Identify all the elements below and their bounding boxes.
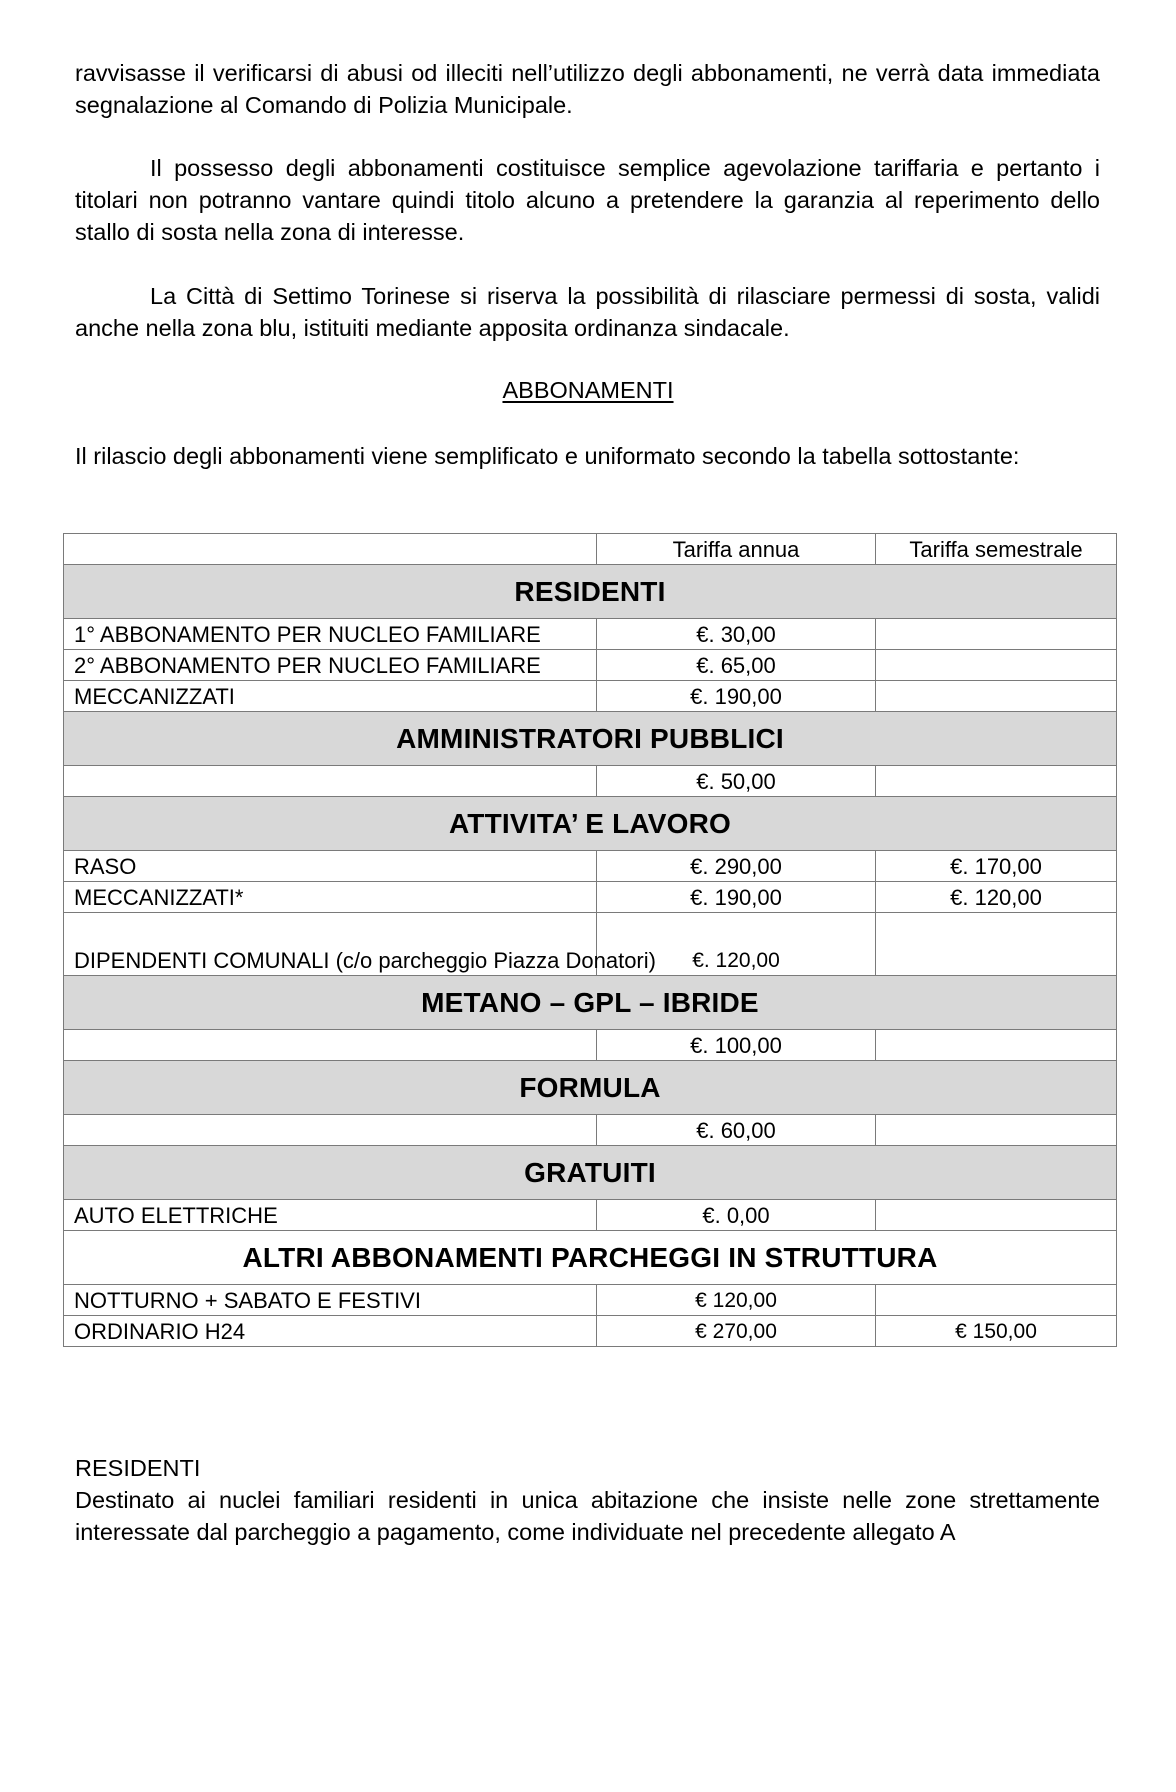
row-annua: €. 190,00 — [597, 681, 876, 712]
row-semestrale — [876, 1115, 1117, 1146]
section-title: FORMULA — [64, 1061, 1117, 1115]
table-row — [64, 1200, 1117, 1231]
table-row — [64, 619, 1117, 650]
section-title: ATTIVITA’ E LAVORO — [64, 797, 1117, 851]
footer-residenti-block — [75, 1452, 1100, 1548]
paragraph-possesso: Il possesso degli abbonamenti costituisce semplice agevolazione tariffaria e pertanto i titolari non potranno vantare quindi titolo alcuno a pretendere la garanzia al reperimento dello stallo di sosta nella zona di interesse. — [75, 155, 1100, 245]
section-row-parcheggi-struttura — [64, 1231, 1117, 1285]
row-label: 1° ABBONAMENTO PER NUCLEO FAMILIARE — [64, 619, 597, 650]
row-label: AUTO ELETTRICHE — [64, 1200, 597, 1231]
row-label: DIPENDENTI COMUNALI (c/o parcheggio Piazza Donatori) — [64, 913, 597, 976]
paragraph-citta: La Città di Settimo Torinese si riserva la possibilità di rilasciare permessi di sosta, validi anche nella zona blu, istituiti mediante apposita ordinanza sindacale. — [75, 283, 1100, 341]
row-label: RASO — [64, 851, 597, 882]
section-title: ALTRI ABBONAMENTI PARCHEGGI IN STRUTTURA — [64, 1231, 1117, 1285]
section-heading-abbonamenti — [0, 374, 1176, 406]
row-label — [64, 1115, 597, 1146]
row-label: 2° ABBONAMENTO PER NUCLEO FAMILIARE — [64, 650, 597, 681]
row-label: ORDINARIO H24 — [64, 1316, 597, 1347]
table-row — [64, 766, 1117, 797]
row-semestrale: €. 170,00 — [876, 851, 1117, 882]
section-title: GRATUITI — [64, 1146, 1117, 1200]
heading-text: ABBONAMENTI — [502, 377, 674, 403]
row-label — [64, 1030, 597, 1061]
row-semestrale: €. 120,00 — [876, 882, 1117, 913]
row-annua: €. 0,00 — [597, 1200, 876, 1231]
row-annua: €. 50,00 — [597, 766, 876, 797]
row-semestrale — [876, 650, 1117, 681]
row-semestrale — [876, 681, 1117, 712]
row-label: MECCANIZZATI — [64, 681, 597, 712]
table-row — [64, 1316, 1117, 1347]
section-row-gratuiti — [64, 1146, 1117, 1200]
table-row — [64, 851, 1117, 882]
table-row — [64, 1285, 1117, 1316]
row-semestrale — [876, 1200, 1117, 1231]
header-tariffa-annua: Tariffa annua — [597, 534, 876, 565]
section-row-formula — [64, 1061, 1117, 1115]
paragraph-rilascio: Il rilascio degli abbonamenti viene semplificato e uniformato secondo la tabella sottostante: — [75, 443, 1020, 469]
table-row — [64, 1115, 1117, 1146]
row-semestrale — [876, 1030, 1117, 1061]
paragraph-abusi: ravvisasse il verificarsi di abusi od illeciti nell’utilizzo degli abbonamenti, ne verrà data immediata segnalazione al Comando di Polizia Municipale. — [75, 60, 1100, 118]
table-row — [64, 681, 1117, 712]
section-title: RESIDENTI — [64, 565, 1117, 619]
row-annua: € 270,00 — [597, 1316, 876, 1347]
row-annua: €. 190,00 — [597, 882, 876, 913]
section-title: METANO – GPL – IBRIDE — [64, 976, 1117, 1030]
row-annua: € 120,00 — [597, 1285, 876, 1316]
table-row — [64, 650, 1117, 681]
row-semestrale — [876, 619, 1117, 650]
row-annua: €. 60,00 — [597, 1115, 876, 1146]
row-annua: €. 65,00 — [597, 650, 876, 681]
footer-title: RESIDENTI — [75, 1455, 201, 1481]
row-label: MECCANIZZATI* — [64, 882, 597, 913]
footer-text: Destinato ai nuclei familiari residenti in unica abitazione che insiste nelle zone strettamente interessate dal parcheggio a pagamento, come individuate nel precedente allegato A — [75, 1487, 1100, 1545]
section-row-attivita — [64, 797, 1117, 851]
table-header-row — [64, 534, 1117, 565]
row-annua: €. 100,00 — [597, 1030, 876, 1061]
section-row-metano — [64, 976, 1117, 1030]
row-semestrale — [876, 1285, 1117, 1316]
section-row-residenti — [64, 565, 1117, 619]
row-annua: €. 290,00 — [597, 851, 876, 882]
row-annua: €. 30,00 — [597, 619, 876, 650]
row-semestrale — [876, 913, 1117, 976]
row-semestrale — [876, 766, 1117, 797]
section-row-amministratori — [64, 712, 1117, 766]
table-row — [64, 913, 1117, 976]
header-tariffa-semestrale: Tariffa semestrale — [876, 534, 1117, 565]
table-row — [64, 882, 1117, 913]
row-label — [64, 766, 597, 797]
row-label: NOTTURNO + SABATO E FESTIVI — [64, 1285, 597, 1316]
row-annua: €. 120,00 — [597, 913, 876, 976]
tariff-table — [63, 533, 1117, 1347]
row-semestrale: € 150,00 — [876, 1316, 1117, 1347]
section-title: AMMINISTRATORI PUBBLICI — [64, 712, 1117, 766]
table-row — [64, 1030, 1117, 1061]
header-empty-cell — [64, 534, 597, 565]
